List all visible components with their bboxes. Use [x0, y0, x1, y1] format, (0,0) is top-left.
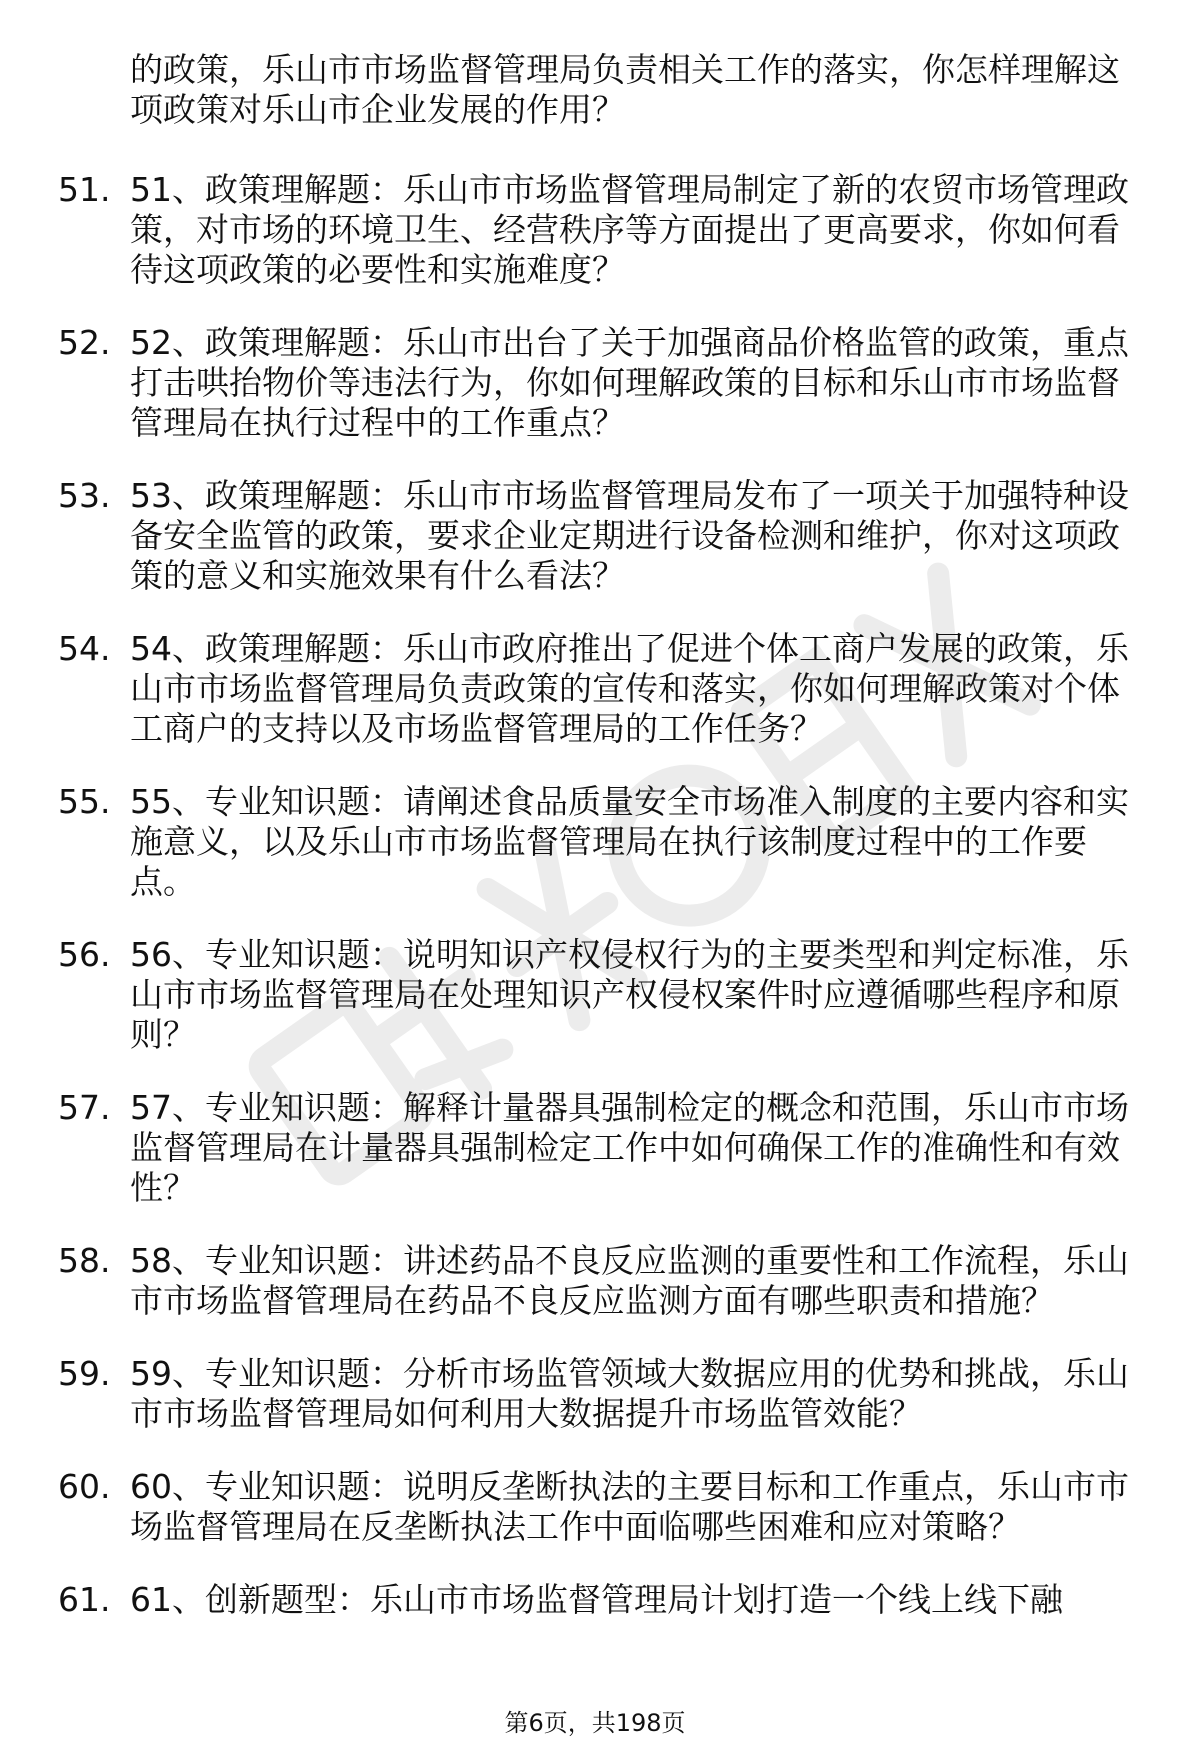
- question-number: 56.: [58, 935, 111, 974]
- question-text: 55、专业知识题：请阐述食品质量安全市场准入制度的主要内容和实施意义，以及乐山市市场监督管理局在执行该制度过程中的工作要点。: [130, 782, 1129, 901]
- question-text: 61、创新题型：乐山市市场监督管理局计划打造一个线上线下融: [130, 1580, 1063, 1619]
- question-text: 58、专业知识题：讲述药品不良反应监测的重要性和工作流程，乐山市市场监督管理局在药品不良反应监测方面有哪些职责和措施？: [130, 1241, 1129, 1320]
- question-text: 53、政策理解题：乐山市市场监督管理局发布了一项关于加强特种设备安全监管的政策，要求企业定期进行设备检测和维护，你对这项政策的意义和实施效果有什么看法？: [130, 476, 1129, 595]
- question-list: [0, 170, 1190, 1653]
- list-item: [0, 1088, 1190, 1208]
- list-item: [0, 782, 1190, 902]
- question-number: 60.: [58, 1467, 111, 1506]
- question-number: 58.: [58, 1241, 111, 1280]
- page-footer: 第6页，共198页: [504, 1709, 686, 1737]
- list-item: [0, 170, 1190, 290]
- question-number: 57.: [58, 1088, 111, 1127]
- list-item: [0, 1354, 1190, 1434]
- question-text: 54、政策理解题：乐山市政府推出了促进个体工商户发展的政策，乐山市市场监督管理局负责政策的宣传和落实，你如何理解政策对个体工商户的支持以及市场监督管理局的工作任务？: [130, 629, 1129, 748]
- list-item: [0, 1580, 1190, 1620]
- question-text: 57、专业知识题：解释计量器具强制检定的概念和范围，乐山市市场监督管理局在计量器具强制检定工作中如何确保工作的准确性和有效性？: [130, 1088, 1129, 1207]
- question-number: 54.: [58, 629, 111, 668]
- question-text: 51、政策理解题：乐山市市场监督管理局制定了新的农贸市场管理政策，对市场的环境卫生、经营秩序等方面提出了更高要求，你如何看待这项政策的必要性和实施难度？: [130, 170, 1129, 289]
- list-item: [0, 323, 1190, 443]
- list-item: [0, 1467, 1190, 1547]
- list-item: [0, 629, 1190, 749]
- list-item: [0, 1241, 1190, 1321]
- question-number: 51.: [58, 170, 111, 209]
- list-item: [0, 935, 1190, 1055]
- question-text: 56、专业知识题：说明知识产权侵权行为的主要类型和判定标准，乐山市市场监督管理局在处理知识产权侵权案件时应遵循哪些程序和原则？: [130, 935, 1129, 1054]
- question-text: 60、专业知识题：说明反垄断执法的主要目标和工作重点，乐山市市场监督管理局在反垄断执法工作中面临哪些困难和应对策略？: [130, 1467, 1129, 1546]
- question-number: 52.: [58, 323, 111, 362]
- list-item: [0, 476, 1190, 596]
- question-number: 61.: [58, 1580, 111, 1619]
- question-number: 59.: [58, 1354, 111, 1393]
- question-number: 53.: [58, 476, 111, 515]
- question-text: 52、政策理解题：乐山市出台了关于加强商品价格监管的政策，重点打击哄抬物价等违法行为，你如何理解政策的目标和乐山市市场监督管理局在执行过程中的工作重点？: [130, 323, 1129, 442]
- question-text: 59、专业知识题：分析市场监管领域大数据应用的优势和挑战，乐山市市场监督管理局如何利用大数据提升市场监管效能？: [130, 1354, 1129, 1433]
- continuation-text: 的政策，乐山市市场监督管理局负责相关工作的落实，你怎样理解这项政策对乐山市企业发展的作用？: [130, 50, 1120, 129]
- question-number: 55.: [58, 782, 111, 821]
